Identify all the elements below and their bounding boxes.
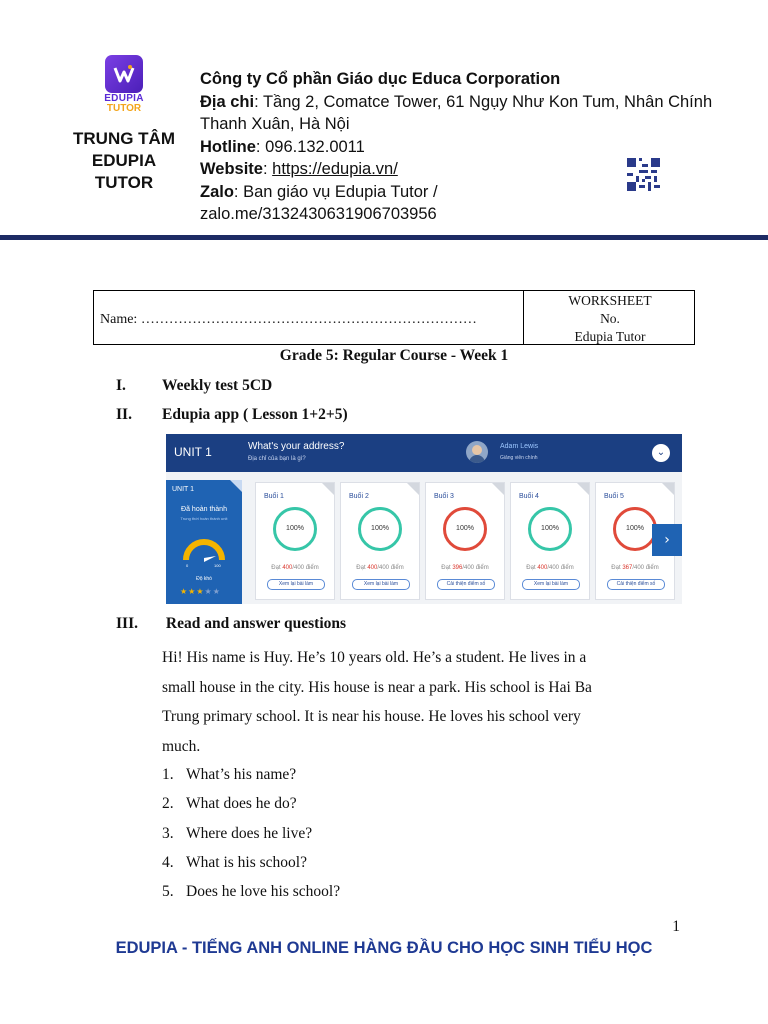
progress-ring: 100%	[528, 507, 572, 551]
progress-ring: 100%	[273, 507, 317, 551]
progress-ring: 100%	[613, 507, 657, 551]
gauge-max: 100	[214, 563, 221, 568]
section-3-title: Read and answer questions	[162, 615, 347, 632]
website-line: Website: https://edupia.vn/	[200, 160, 398, 178]
chevron-right-icon[interactable]: ›	[652, 524, 682, 556]
zalo-link: zalo.me/3132430631906703956	[200, 205, 437, 223]
name-box	[93, 290, 695, 345]
section-1-title: Weekly test 5CD	[162, 377, 273, 394]
improve-score-button[interactable]: Cải thiện điểm số	[437, 579, 495, 590]
panel-corner	[230, 480, 242, 492]
question-list	[162, 760, 562, 906]
zalo-line: Zalo: Ban giáo vụ Edupia Tutor /	[200, 182, 438, 201]
progress-ring: 100%	[443, 507, 487, 551]
app-question: What's your address?	[248, 441, 345, 452]
gauge-icon	[182, 536, 226, 562]
session-label: Buổi 3	[434, 493, 454, 500]
question-item: 1. What’s his name?	[162, 766, 297, 783]
avatar	[466, 441, 488, 463]
teacher-name: Adam Lewis	[500, 443, 539, 450]
logo-text-tutor: TUTOR	[106, 103, 142, 114]
chevron-down-icon[interactable]: ⌄	[652, 444, 670, 462]
address-line: Địa chi: Tầng 2, Comatce Tower, 61 Ngụy Như Kon Tum, Nhân Chính Thanh Xuân, Hà Nội	[200, 92, 713, 133]
session-score: Đạt 400/400 điểm	[271, 565, 319, 571]
website-link[interactable]: https://edupia.vn/	[272, 160, 398, 178]
reading-passage: Hi! His name is Huy. He’s 10 years old. He’s a student. He lives in a small house in the city. His house is near a park. His school is Hai Ba Trung primary school. It is near his house. He loves his school very much.	[162, 649, 592, 755]
question-item: 3. Where does he live?	[162, 824, 313, 842]
edupia-logo-icon	[112, 62, 136, 86]
difficulty-stars: ★★★★★	[180, 587, 221, 596]
section-3-number: III.	[116, 615, 138, 632]
session-card-1[interactable]	[255, 482, 335, 600]
footer-slogan: EDUPIA - TIẾNG ANH ONLINE HÀNG ĐẦU CHO HỌC SINH TIỂU HỌC	[115, 939, 653, 957]
status-label: Đã hoàn thành	[181, 506, 227, 513]
review-button[interactable]: Xem lại bài làm	[352, 579, 410, 590]
logo-text-edupia: EDUPIA	[104, 93, 144, 104]
unit-progress-panel	[166, 480, 242, 604]
worksheet-title: Grade 5: Regular Course - Week 1	[279, 347, 509, 364]
center-name: TRUNG TÂM EDUPIA TUTOR	[73, 129, 175, 192]
page-number: 1	[672, 918, 680, 935]
session-score: Đạt 400/400 điểm	[526, 565, 574, 571]
app-question-vi: Địa chỉ của bạn là gì?	[248, 456, 306, 462]
header-rule	[0, 235, 768, 240]
app-screenshot	[166, 434, 682, 604]
name-field[interactable]: Name: ………………………………………………………………	[100, 312, 477, 327]
session-card-2[interactable]	[340, 482, 420, 600]
session-score: Đạt 396/400 điểm	[441, 565, 489, 571]
session-score: Đạt 400/400 điểm	[356, 565, 404, 571]
session-score: Đạt 367/400 điểm	[611, 565, 659, 571]
app-header	[166, 434, 682, 472]
question-item: 4. What is his school?	[162, 853, 307, 871]
session-card-3[interactable]	[425, 482, 505, 600]
session-label: Buổi 1	[264, 493, 284, 500]
company-info	[200, 68, 760, 226]
status-sub: Trung thời hoàn thành unit	[180, 516, 228, 521]
session-card-4[interactable]	[510, 482, 590, 600]
company-name: Công ty Cổ phần Giáo dục Educa Corporation	[200, 70, 561, 88]
hotline-line: Hotline: 096.132.0011	[200, 137, 365, 156]
section-1-number: I.	[116, 377, 126, 394]
qr-code-icon	[627, 158, 660, 191]
difficulty-label: Độ khó	[196, 576, 212, 582]
teacher-role: Giảng viên chính	[500, 455, 538, 461]
session-label: Buổi 4	[519, 493, 539, 500]
session-label: Buổi 2	[349, 493, 369, 500]
review-button[interactable]: Xem lại bài làm	[267, 579, 325, 590]
worksheet-label: WORKSHEET No. Edupia Tutor	[568, 293, 652, 344]
section-2-number: II.	[116, 406, 132, 423]
app-unit-label: UNIT 1	[174, 445, 212, 459]
side-unit-label: UNIT 1	[172, 486, 195, 493]
gauge-min: 0	[186, 563, 189, 568]
section-2-title: Edupia app ( Lesson 1+2+5)	[162, 406, 348, 423]
question-item: 2. What does he do?	[162, 795, 297, 813]
session-label: Buổi 5	[604, 493, 624, 500]
review-button[interactable]: Xem lại bài làm	[522, 579, 580, 590]
improve-score-button[interactable]: Cải thiện điểm số	[607, 579, 665, 590]
question-item: 5. Does he love his school?	[162, 883, 341, 901]
progress-ring: 100%	[358, 507, 402, 551]
